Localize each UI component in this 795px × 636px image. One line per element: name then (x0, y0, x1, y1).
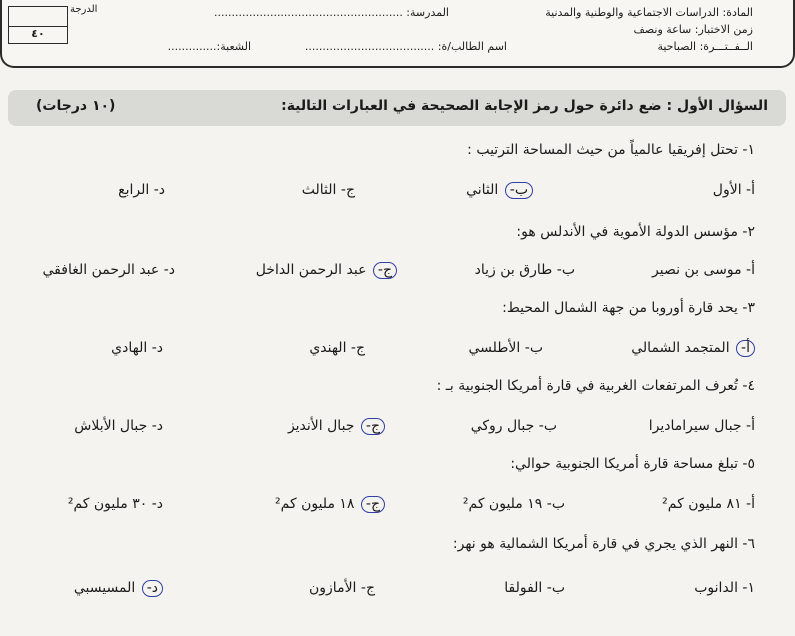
answer-circle: أ- (736, 340, 755, 357)
option-letter: أ- (746, 182, 755, 198)
option-5a (662, 496, 755, 512)
option-label: الثالث (301, 182, 337, 198)
option-letter: ب- (538, 418, 557, 434)
option-letter: أ- (746, 496, 755, 512)
option-1a (713, 182, 755, 198)
option-3d (111, 340, 163, 356)
question-text: ٥- تبلغ مساحة قارة أمريكا الجنوبية حوالي: (510, 456, 755, 472)
option-letter: ج- (360, 580, 375, 596)
option-3a (631, 340, 755, 357)
question-text: ١- تحتل إفريقيا عالمياً من حيث المساحة الترتيب : (467, 142, 755, 158)
option-label: ٣٠ مليون كم² (67, 496, 148, 512)
option-2b (475, 262, 575, 278)
option-5c (275, 496, 385, 513)
option-label: الثاني (466, 182, 499, 198)
option-label: الرابع (118, 182, 150, 198)
duration-line: زمن الاختبار: ساعة ونصف (633, 23, 753, 36)
option-letter: د- (151, 418, 163, 434)
option-label: ١٩ مليون كم² (462, 496, 543, 512)
option-4b (471, 418, 557, 434)
option-4d (74, 418, 163, 434)
option-6b (504, 580, 565, 596)
grade-total: ٤٠ (31, 27, 45, 40)
option-6d (74, 580, 163, 597)
question-text: ٣- يحد قارة أوروبا من جهة الشمال المحيط: (502, 300, 755, 316)
option-letter: د- (151, 340, 163, 356)
option-4c (288, 418, 385, 435)
question-title-bar (8, 90, 786, 126)
option-1b (466, 182, 533, 199)
option-4a (649, 418, 755, 434)
school-line: المدرسة: ...................................................... (214, 6, 449, 19)
option-letter: أ- (746, 418, 755, 434)
option-label: الفولقا (504, 580, 543, 596)
option-5d (68, 496, 163, 512)
option-6a (694, 580, 755, 596)
option-label: موسى بن نصير (652, 262, 742, 278)
option-letter: ب- (546, 496, 565, 512)
option-letter: د- (153, 182, 165, 198)
option-label: عبد الرحمن الغافقي (42, 262, 160, 278)
grade-box (8, 6, 68, 44)
answer-circle: ج- (361, 496, 385, 513)
grade-label: الدرجة (70, 4, 98, 15)
answer-circle: ج- (373, 262, 397, 279)
option-1d (118, 182, 165, 198)
option-label: جبال الأنديز (287, 418, 355, 434)
option-label: الدانوب (694, 580, 738, 596)
option-letter: ب- (546, 580, 565, 596)
subject-line: المادة: الدراسات الاجتماعية والوطنية والمدنية (545, 6, 753, 19)
question-title: السؤال الأول : ضع دائرة حول رمز الإجابة الصحيحة في العبارات التالية: (281, 98, 768, 114)
option-label: عبد الرحمن الداخل (255, 262, 367, 278)
option-label: جبال سيراماديرا (648, 418, 742, 434)
option-letter: د- (151, 496, 163, 512)
option-label: المتجمد الشمالي (631, 340, 730, 356)
option-5b (463, 496, 565, 512)
option-label: المسيسبي (73, 580, 136, 596)
option-letter: ج- (340, 182, 355, 198)
question-text: ٢- مؤسس الدولة الأموية في الأندلس هو: (516, 224, 755, 240)
option-2a (652, 262, 755, 278)
answer-circle: د- (142, 580, 163, 597)
question-text: ٤- تُعرف المرتفعات الغربية في قارة أمريكا الجنوبية بـ : (436, 378, 755, 394)
option-3c (309, 340, 365, 356)
option-1c (302, 182, 355, 198)
option-label: ١٨ مليون كم² (275, 496, 355, 512)
answer-circle: ب- (505, 182, 533, 199)
option-label: الأطلسي (468, 340, 521, 356)
option-label: الهادي (111, 340, 148, 356)
option-letter: ج- (350, 340, 365, 356)
option-6c (309, 580, 375, 596)
option-letter: أ- (746, 262, 755, 278)
option-label: الأمازون (309, 580, 357, 596)
option-label: طارق بن زياد (474, 262, 553, 278)
option-label: ٨١ مليون كم² (662, 496, 742, 512)
option-letter: ب- (524, 340, 543, 356)
question-marks: (١٠ درجات) (36, 98, 116, 114)
option-label: جبال الأبلاش (74, 418, 148, 434)
option-label: الهندي (309, 340, 347, 356)
option-letter: ب- (556, 262, 575, 278)
option-letter: د- (163, 262, 175, 278)
option-label: جبال روكي (470, 418, 535, 434)
option-3b (469, 340, 544, 356)
exam-header (0, 0, 795, 68)
answer-circle: ج- (361, 418, 385, 435)
period-line: الــفــتـــرة: الصباحية (657, 40, 753, 53)
section-line: الشعبة:.............. (167, 40, 251, 53)
option-letter: ١- (742, 580, 755, 596)
option-2d (43, 262, 175, 278)
option-2c (256, 262, 397, 279)
option-label: الأول (712, 182, 742, 198)
question-text: ٦- النهر الذي يجري في قارة أمريكا الشمالية هو نهر: (452, 536, 755, 552)
student-name-line: اسم الطالب/ة: ..................................... (304, 40, 507, 53)
